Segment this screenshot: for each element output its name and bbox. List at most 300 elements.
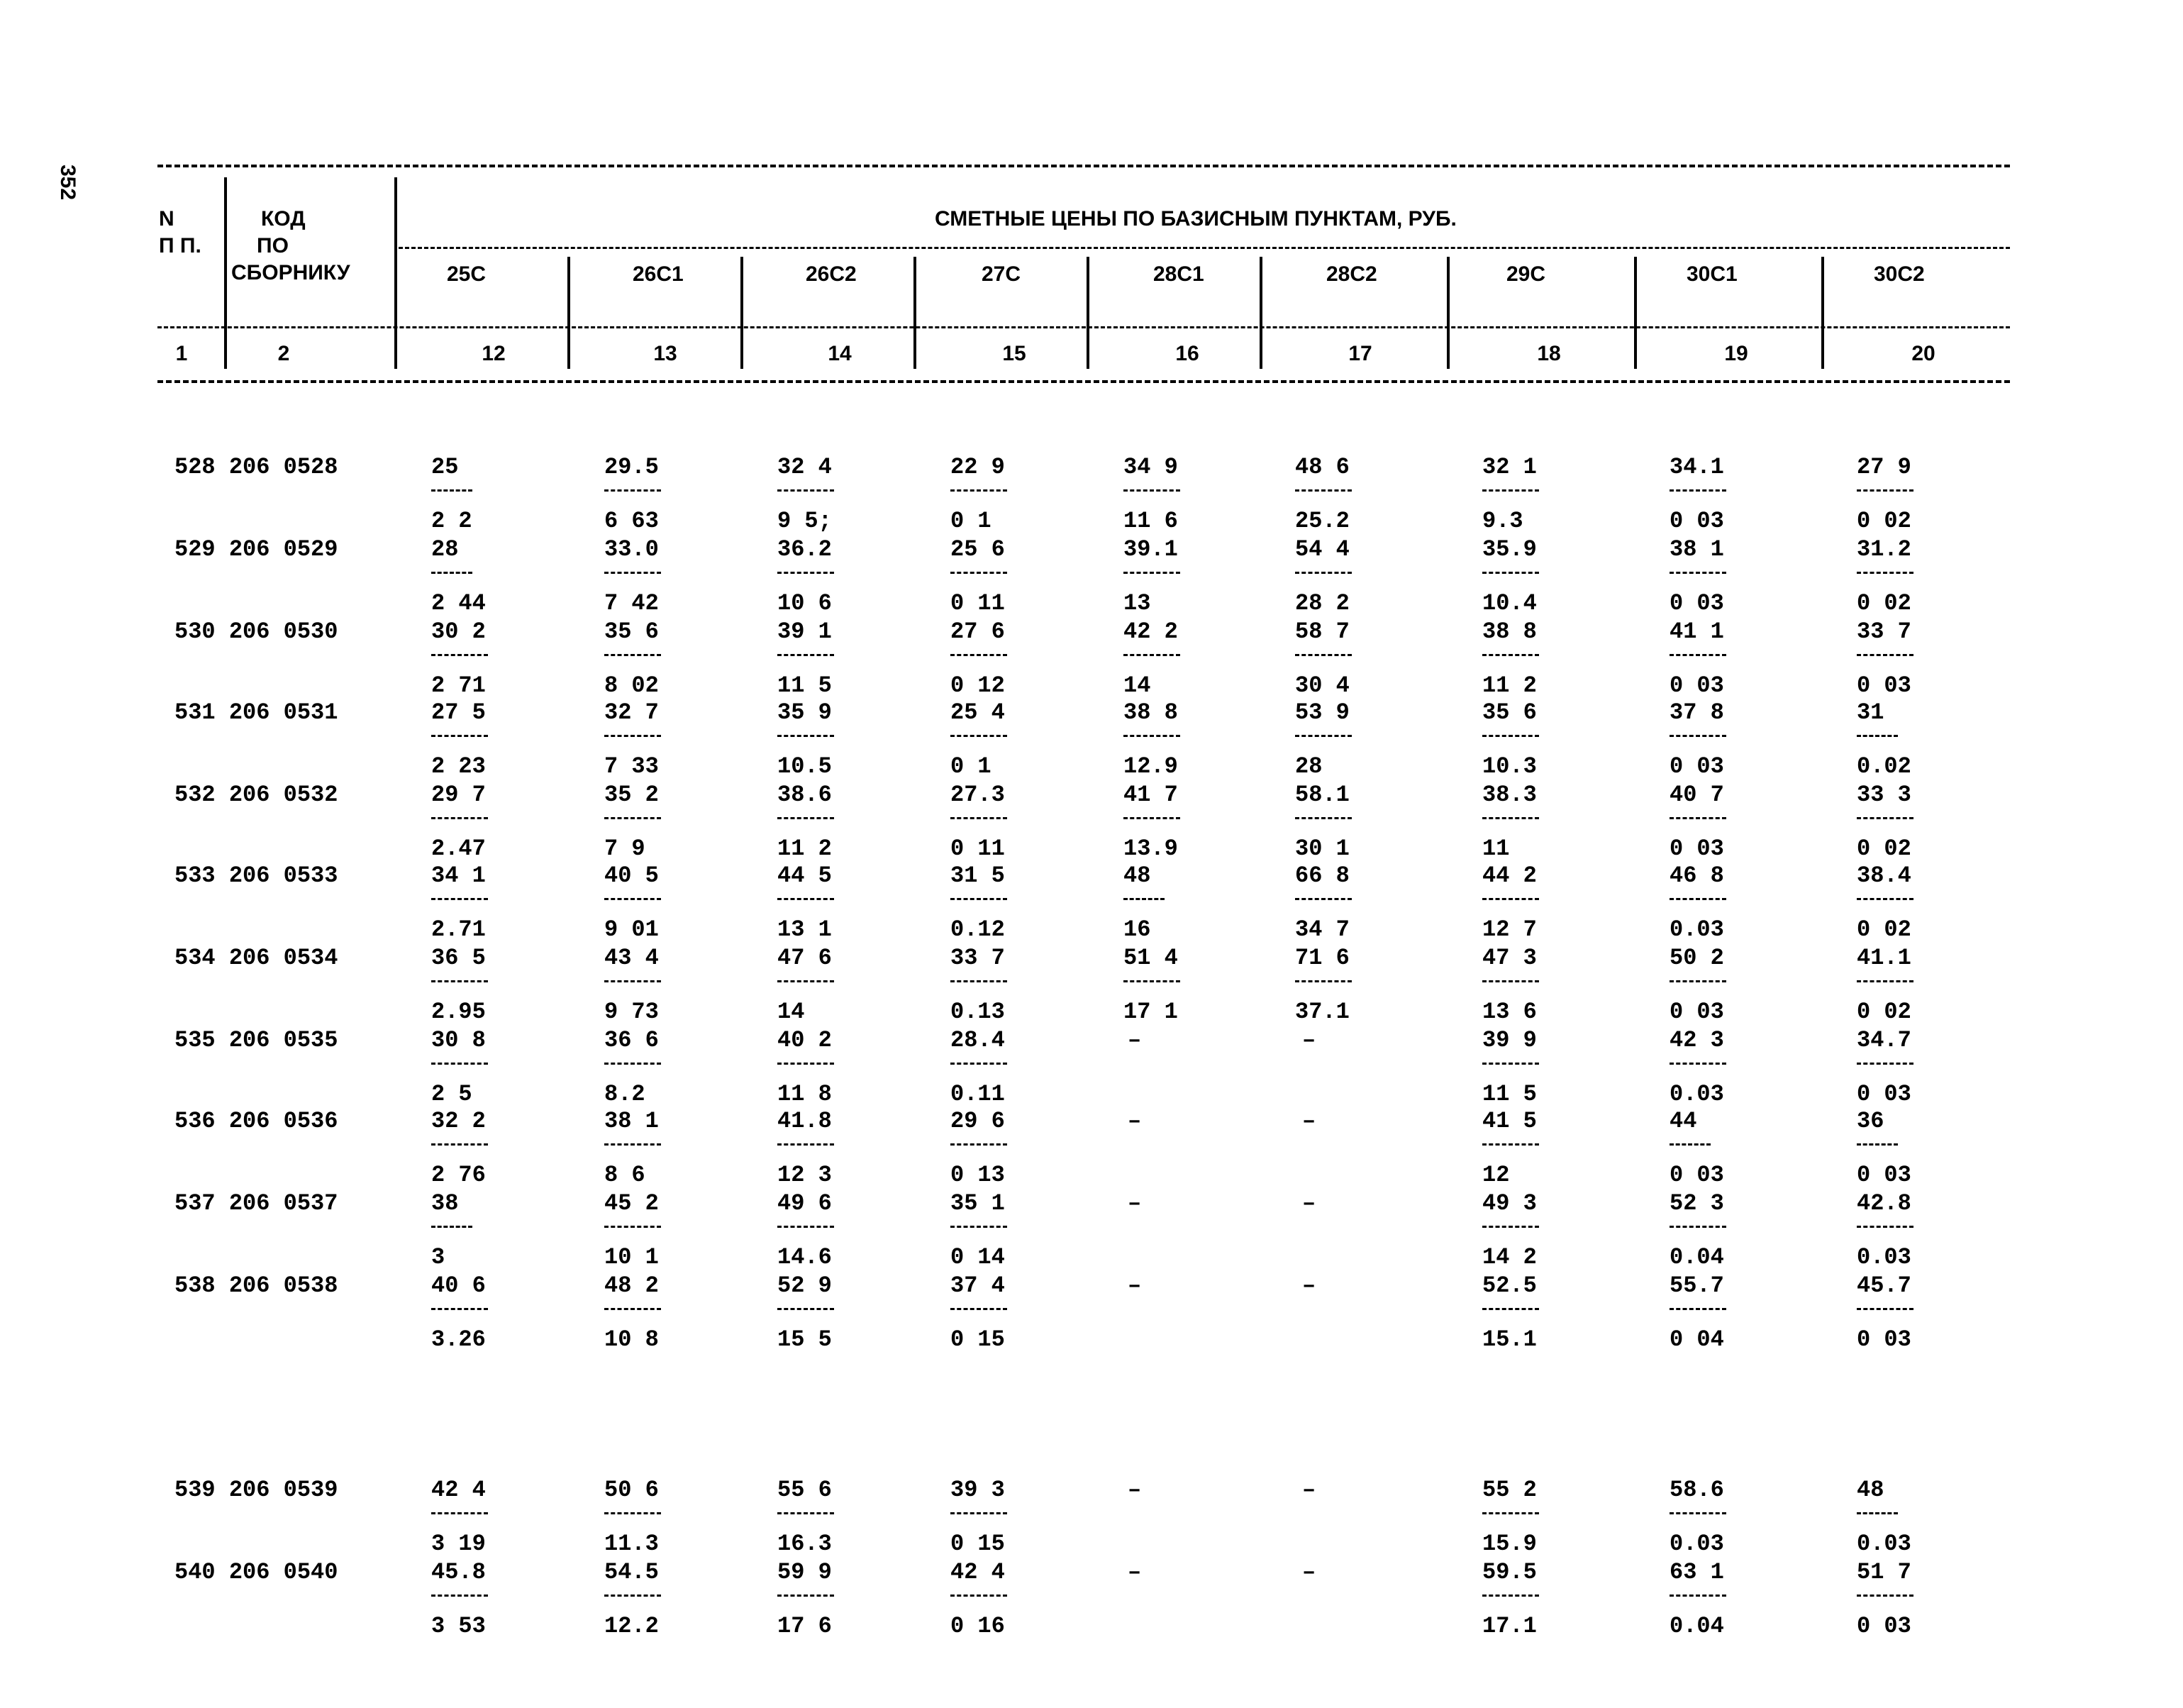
labour-cost-value: 2 44	[431, 590, 486, 616]
fraction-bar	[1670, 654, 1726, 656]
row-code: 536 206 0536	[174, 1108, 338, 1134]
price-value: 53 9	[1295, 699, 1350, 726]
fraction-bar	[1123, 654, 1180, 656]
price-value: 30 2	[431, 619, 486, 645]
labour-cost-value: 10.3	[1482, 753, 1537, 780]
labour-cost-value: 12 3	[777, 1162, 832, 1188]
price-value: 34.7	[1857, 1027, 1911, 1053]
price-value: 45.7	[1857, 1272, 1911, 1299]
col-divider	[1087, 257, 1089, 369]
labour-cost-value: 13	[1123, 590, 1151, 616]
labour-cost-value: 11	[1482, 836, 1510, 862]
fraction-bar	[950, 735, 1007, 737]
col-divider	[394, 177, 397, 369]
fraction-bar	[777, 1595, 834, 1597]
labour-cost-value: 9 73	[604, 999, 659, 1025]
fraction-bar	[1123, 817, 1180, 819]
fraction-bar	[1670, 1595, 1726, 1597]
labour-cost-value: 0 14	[950, 1244, 1005, 1270]
fraction-bar	[1857, 489, 1913, 492]
header-sub-rule	[157, 326, 2010, 328]
fraction-bar	[604, 654, 661, 656]
fraction-bar	[431, 1308, 488, 1310]
price-value: 47 6	[777, 945, 832, 971]
price-value: 35 6	[1482, 699, 1537, 726]
price-value: 58 7	[1295, 619, 1350, 645]
labour-cost-value: 11.3	[604, 1531, 659, 1557]
labour-cost-value: 11 2	[1482, 672, 1537, 699]
fraction-bar	[1857, 1063, 1913, 1065]
labour-cost-value: 0 1	[950, 753, 991, 780]
price-value: 27 6	[950, 619, 1005, 645]
price-value: 29 6	[950, 1108, 1005, 1134]
fraction-bar	[1482, 1063, 1539, 1065]
labour-cost-value: 0.03	[1857, 1531, 1911, 1557]
labour-cost-value: 0 03	[1857, 1326, 1911, 1353]
price-value: 35 6	[604, 619, 659, 645]
price-value: 40 5	[604, 863, 659, 889]
labour-cost-value: 0 02	[1857, 590, 1911, 616]
fraction-bar	[1482, 572, 1539, 574]
price-value: 39 1	[777, 619, 832, 645]
labour-cost-value: 10.5	[777, 753, 832, 780]
empty-cell-dash: –	[1302, 1559, 1316, 1585]
point-header: 25С	[447, 262, 487, 286]
empty-cell-dash: –	[1128, 1027, 1142, 1053]
empty-cell-dash: –	[1128, 1190, 1142, 1216]
labour-cost-value: 17 1	[1123, 999, 1178, 1025]
row-code: 534 206 0534	[174, 945, 338, 971]
fraction-bar	[1123, 898, 1165, 900]
labour-cost-value: 0 03	[1857, 1162, 1911, 1188]
labour-cost-value: 0.03	[1670, 1081, 1724, 1107]
fraction-bar	[1482, 654, 1539, 656]
price-value: 50 6	[604, 1477, 659, 1503]
labour-cost-value: 0.03	[1670, 1531, 1724, 1557]
row-code: 530 206 0530	[174, 619, 338, 645]
fraction-bar	[777, 572, 834, 574]
price-value: 35 1	[950, 1190, 1005, 1216]
col-divider	[913, 257, 916, 369]
header-bottom-rule	[157, 380, 2010, 383]
fraction-bar	[1670, 1308, 1726, 1310]
price-value: 52 9	[777, 1272, 832, 1299]
point-header: 28С2	[1326, 262, 1377, 286]
column-number: 19	[1724, 342, 1748, 365]
labour-cost-value: 10 8	[604, 1326, 659, 1353]
labour-cost-value: 2 76	[431, 1162, 486, 1188]
labour-cost-value: 2 71	[431, 672, 486, 699]
labour-cost-value: 28	[1295, 753, 1323, 780]
fraction-bar	[1123, 572, 1180, 574]
price-value: 38 8	[1482, 619, 1537, 645]
price-value: 35 9	[777, 699, 832, 726]
fraction-bar	[604, 1143, 661, 1146]
fraction-bar	[1123, 735, 1180, 737]
price-value: 41 1	[1670, 619, 1724, 645]
price-value: 38.3	[1482, 782, 1537, 808]
labour-cost-value: 16.3	[777, 1531, 832, 1557]
labour-cost-value: 12.2	[604, 1613, 659, 1639]
labour-cost-value: 0 15	[950, 1531, 1005, 1557]
labour-cost-value: 0 03	[1670, 836, 1724, 862]
fraction-bar	[1857, 572, 1913, 574]
fraction-bar	[1670, 980, 1726, 982]
labour-cost-value: 0.11	[950, 1081, 1005, 1107]
labour-cost-value: 34 7	[1295, 916, 1350, 943]
price-value: 34.1	[1670, 454, 1724, 480]
row-code: 535 206 0535	[174, 1027, 338, 1053]
price-value: 34 1	[431, 863, 486, 889]
point-header: 26С2	[806, 262, 857, 286]
labour-cost-value: 0 02	[1857, 999, 1911, 1025]
labour-cost-value: 30 1	[1295, 836, 1350, 862]
fraction-bar	[1670, 572, 1726, 574]
price-value: 33 7	[950, 945, 1005, 971]
fraction-bar	[1482, 735, 1539, 737]
row-code: 537 206 0537	[174, 1190, 338, 1216]
fraction-bar	[1482, 898, 1539, 900]
fraction-bar	[1857, 1308, 1913, 1310]
point-header: 29С	[1506, 262, 1546, 286]
labour-cost-value: 0 11	[950, 836, 1005, 862]
labour-cost-value: 10 1	[604, 1244, 659, 1270]
column-number: 2	[277, 342, 290, 365]
labour-cost-value: 0.12	[950, 916, 1005, 943]
price-value: 43 4	[604, 945, 659, 971]
fraction-bar	[431, 572, 472, 574]
fraction-bar	[431, 489, 472, 492]
row-code: 539 206 0539	[174, 1477, 338, 1503]
price-value: 38 8	[1123, 699, 1178, 726]
fraction-bar	[777, 735, 834, 737]
fraction-bar	[1295, 817, 1352, 819]
price-value: 32 7	[604, 699, 659, 726]
fraction-bar	[1670, 1143, 1711, 1146]
fraction-bar	[1670, 1512, 1726, 1514]
price-value: 49 6	[777, 1190, 832, 1216]
fraction-bar	[777, 1512, 834, 1514]
price-value: 51 7	[1857, 1559, 1911, 1585]
fraction-bar	[431, 898, 488, 900]
price-value: 41.1	[1857, 945, 1911, 971]
price-value: 33 7	[1857, 619, 1911, 645]
price-value: 48 6	[1295, 454, 1350, 480]
price-value: 44 2	[1482, 863, 1537, 889]
price-value: 30 8	[431, 1027, 486, 1053]
labour-cost-value: 0 15	[950, 1326, 1005, 1353]
col-divider	[567, 257, 570, 369]
price-value: 25 6	[950, 536, 1005, 562]
empty-cell-dash: –	[1302, 1108, 1316, 1134]
labour-cost-value: 13 6	[1482, 999, 1537, 1025]
fraction-bar	[1295, 489, 1352, 492]
row-code: 540 206 0540	[174, 1559, 338, 1585]
fraction-bar	[1857, 898, 1913, 900]
fraction-bar	[431, 1595, 488, 1597]
labour-cost-value: 17.1	[1482, 1613, 1537, 1639]
fraction-bar	[431, 980, 488, 982]
col-divider	[1634, 257, 1637, 369]
labour-cost-value: 0 03	[1670, 999, 1724, 1025]
fraction-bar	[604, 1595, 661, 1597]
price-value: 42 3	[1670, 1027, 1724, 1053]
labour-cost-value: 0 03	[1857, 672, 1911, 699]
fraction-bar	[431, 735, 488, 737]
labour-cost-value: 8 6	[604, 1162, 645, 1188]
fraction-bar	[1857, 1226, 1913, 1228]
fraction-bar	[950, 1308, 1007, 1310]
point-header: 26С1	[633, 262, 684, 286]
row-code: 528 206 0528	[174, 454, 338, 480]
group-title: СМЕТНЫЕ ЦЕНЫ ПО БАЗИСНЫМ ПУНКТАМ, РУБ.	[935, 207, 1457, 231]
col-divider	[1260, 257, 1262, 369]
fraction-bar	[950, 980, 1007, 982]
group-title-rule	[399, 247, 2010, 249]
fraction-bar	[1295, 735, 1352, 737]
fraction-bar	[604, 1226, 661, 1228]
col-code-header-line2: ПО	[257, 234, 289, 257]
labour-cost-value: 12.9	[1123, 753, 1178, 780]
price-value: 42.8	[1857, 1190, 1911, 1216]
labour-cost-value: 10 6	[777, 590, 832, 616]
fraction-bar	[1123, 980, 1180, 982]
fraction-bar	[431, 1226, 472, 1228]
col-code-header-line3: СБОРНИКУ	[231, 261, 350, 284]
price-value: 31.2	[1857, 536, 1911, 562]
labour-cost-value: 0.13	[950, 999, 1005, 1025]
price-value: 31	[1857, 699, 1884, 726]
price-value: 36 6	[604, 1027, 659, 1053]
column-number: 17	[1348, 342, 1372, 365]
labour-cost-value: 12	[1482, 1162, 1510, 1188]
price-value: 42 4	[431, 1477, 486, 1503]
fraction-bar	[1857, 1512, 1898, 1514]
column-number: 16	[1175, 342, 1199, 365]
fraction-bar	[1857, 1143, 1898, 1146]
fraction-bar	[1857, 980, 1913, 982]
price-value: 40 2	[777, 1027, 832, 1053]
point-header: 28С1	[1153, 262, 1204, 286]
price-value: 48	[1857, 1477, 1884, 1503]
fraction-bar	[1482, 980, 1539, 982]
labour-cost-value: 11 5	[1482, 1081, 1537, 1107]
price-value: 52.5	[1482, 1272, 1537, 1299]
labour-cost-value: 10.4	[1482, 590, 1537, 616]
labour-cost-value: 11 2	[777, 836, 832, 862]
price-value: 63 1	[1670, 1559, 1724, 1585]
fraction-bar	[1670, 1063, 1726, 1065]
empty-cell-dash: –	[1302, 1027, 1316, 1053]
fraction-bar	[1123, 489, 1180, 492]
price-value: 39 3	[950, 1477, 1005, 1503]
row-code: 531 206 0531	[174, 699, 338, 726]
price-value: 40 6	[431, 1272, 486, 1299]
fraction-bar	[777, 898, 834, 900]
price-value: 41.8	[777, 1108, 832, 1134]
fraction-bar	[950, 1143, 1007, 1146]
fraction-bar	[777, 817, 834, 819]
fraction-bar	[1482, 1143, 1539, 1146]
col-num-header-line1: N	[159, 207, 174, 231]
fraction-bar	[950, 817, 1007, 819]
price-value: 22 9	[950, 454, 1005, 480]
price-value: 31 5	[950, 863, 1005, 889]
labour-cost-value: 0 03	[1670, 672, 1724, 699]
price-value: 47 3	[1482, 945, 1537, 971]
labour-cost-value: 0 04	[1670, 1326, 1724, 1353]
fraction-bar	[431, 817, 488, 819]
labour-cost-value: 28 2	[1295, 590, 1350, 616]
fraction-bar	[777, 980, 834, 982]
price-value: 55 2	[1482, 1477, 1537, 1503]
price-value: 38.6	[777, 782, 832, 808]
labour-cost-value: 6 63	[604, 508, 659, 534]
col-code-header-line1: КОД	[261, 207, 306, 231]
labour-cost-value: 0.04	[1670, 1244, 1724, 1270]
column-number: 14	[828, 342, 852, 365]
labour-cost-value: 2.47	[431, 836, 486, 862]
fraction-bar	[1482, 1226, 1539, 1228]
price-value: 38	[431, 1190, 459, 1216]
col-divider	[224, 177, 227, 369]
labour-cost-value: 11 6	[1123, 508, 1178, 534]
fraction-bar	[950, 1512, 1007, 1514]
fraction-bar	[1482, 817, 1539, 819]
labour-cost-value: 0 03	[1857, 1081, 1911, 1107]
labour-cost-value: 14	[1123, 672, 1151, 699]
labour-cost-value: 0.04	[1670, 1613, 1724, 1639]
price-value: 27.3	[950, 782, 1005, 808]
price-value: 48 2	[604, 1272, 659, 1299]
price-value: 28	[431, 536, 459, 562]
empty-cell-dash: –	[1128, 1108, 1142, 1134]
price-value: 45 2	[604, 1190, 659, 1216]
fraction-bar	[950, 898, 1007, 900]
empty-cell-dash: –	[1128, 1477, 1142, 1503]
labour-cost-value: 7 42	[604, 590, 659, 616]
labour-cost-value: 13 1	[777, 916, 832, 943]
labour-cost-value: 17 6	[777, 1613, 832, 1639]
price-value: 25 4	[950, 699, 1005, 726]
labour-cost-value: 16	[1123, 916, 1151, 943]
column-number: 13	[653, 342, 677, 365]
labour-cost-value: 2 23	[431, 753, 486, 780]
fraction-bar	[604, 1308, 661, 1310]
labour-cost-value: 30 4	[1295, 672, 1350, 699]
labour-cost-value: 0 02	[1857, 916, 1911, 943]
fraction-bar	[604, 898, 661, 900]
fraction-bar	[1482, 1595, 1539, 1597]
price-value: 71 6	[1295, 945, 1350, 971]
labour-cost-value: 3.26	[431, 1326, 486, 1353]
labour-cost-value: 14 2	[1482, 1244, 1537, 1270]
price-value: 33 3	[1857, 782, 1911, 808]
col-num-header-line2: П П.	[159, 234, 201, 257]
column-number: 15	[1002, 342, 1026, 365]
price-value: 59.5	[1482, 1559, 1537, 1585]
price-value: 38 1	[1670, 536, 1724, 562]
fraction-bar	[777, 1143, 834, 1146]
fraction-bar	[1295, 898, 1352, 900]
labour-cost-value: 0 03	[1670, 1162, 1724, 1188]
page-number: 352	[56, 165, 79, 201]
price-value: 42 4	[950, 1559, 1005, 1585]
empty-cell-dash: –	[1128, 1559, 1142, 1585]
row-code: 538 206 0538	[174, 1272, 338, 1299]
price-value: 54.5	[604, 1559, 659, 1585]
price-value: 36	[1857, 1108, 1884, 1134]
fraction-bar	[950, 1063, 1007, 1065]
price-value: 32 4	[777, 454, 832, 480]
labour-cost-value: 12 7	[1482, 916, 1537, 943]
labour-cost-value: 9 5;	[777, 508, 832, 534]
price-value: 32 1	[1482, 454, 1537, 480]
price-value: 52 3	[1670, 1190, 1724, 1216]
fraction-bar	[1295, 572, 1352, 574]
fraction-bar	[1295, 980, 1352, 982]
fraction-bar	[604, 1512, 661, 1514]
price-value: 50 2	[1670, 945, 1724, 971]
price-value: 39 9	[1482, 1027, 1537, 1053]
labour-cost-value: 2 2	[431, 508, 472, 534]
labour-cost-value: 3 19	[431, 1531, 486, 1557]
fraction-bar	[431, 1512, 488, 1514]
fraction-bar	[777, 1308, 834, 1310]
labour-cost-value: 0 03	[1857, 1613, 1911, 1639]
price-value: 37 8	[1670, 699, 1724, 726]
labour-cost-value: 2.95	[431, 999, 486, 1025]
labour-cost-value: 11 5	[777, 672, 832, 699]
price-value: 44 5	[777, 863, 832, 889]
point-header: 30С2	[1874, 262, 1925, 286]
price-value: 41 5	[1482, 1108, 1537, 1134]
price-value: 35 2	[604, 782, 659, 808]
fraction-bar	[950, 489, 1007, 492]
fraction-bar	[604, 735, 661, 737]
price-value: 55.7	[1670, 1272, 1724, 1299]
column-number: 20	[1911, 342, 1935, 365]
col-divider	[740, 257, 743, 369]
price-value: 54 4	[1295, 536, 1350, 562]
fraction-bar	[604, 1063, 661, 1065]
empty-cell-dash: –	[1302, 1190, 1316, 1216]
labour-cost-value: 25.2	[1295, 508, 1350, 534]
fraction-bar	[1670, 1226, 1726, 1228]
price-value: 29 7	[431, 782, 486, 808]
price-value: 49 3	[1482, 1190, 1537, 1216]
price-value: 59 9	[777, 1559, 832, 1585]
price-value: 38.4	[1857, 863, 1911, 889]
price-value: 40 7	[1670, 782, 1724, 808]
empty-cell-dash: –	[1302, 1272, 1316, 1299]
price-value: 41 7	[1123, 782, 1178, 808]
fraction-bar	[1670, 898, 1726, 900]
fraction-bar	[950, 1226, 1007, 1228]
fraction-bar	[1857, 817, 1913, 819]
price-value: 45.8	[431, 1559, 486, 1585]
price-value: 51 4	[1123, 945, 1178, 971]
labour-cost-value: 0 12	[950, 672, 1005, 699]
row-code: 533 206 0533	[174, 863, 338, 889]
labour-cost-value: 2.71	[431, 916, 486, 943]
labour-cost-value: 0 13	[950, 1162, 1005, 1188]
empty-cell-dash: –	[1302, 1477, 1316, 1503]
labour-cost-value: 14.6	[777, 1244, 832, 1270]
fraction-bar	[431, 654, 488, 656]
labour-cost-value: 3	[431, 1244, 445, 1270]
labour-cost-value: 0.03	[1670, 916, 1724, 943]
